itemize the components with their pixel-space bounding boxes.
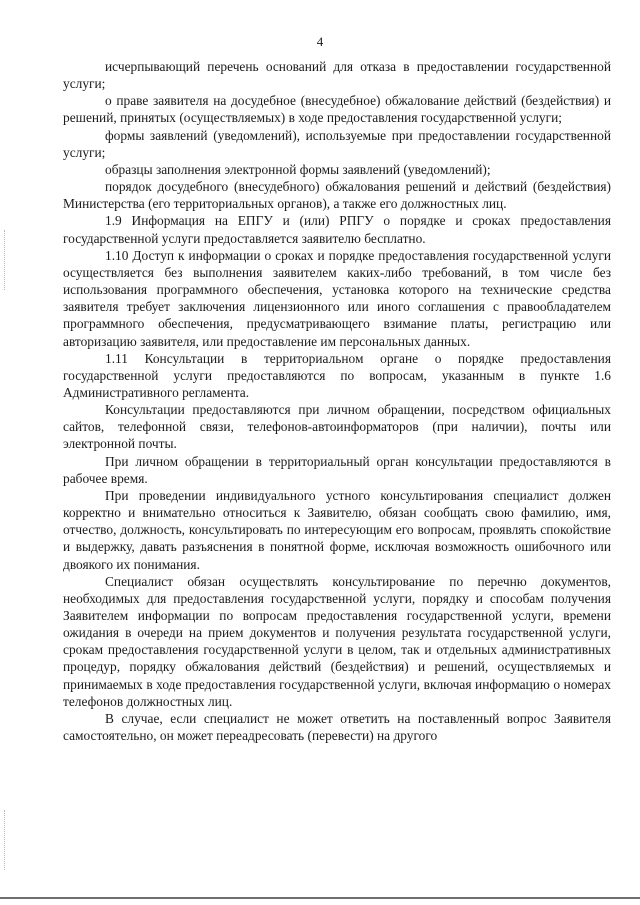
paragraph-redirect: В случае, если специалист не может ответить на поставленный вопрос Заявителя самостоятельно, он может переадресовать (перевести) на другого <box>63 710 611 744</box>
paragraph-1-10: 1.10 Доступ к информации о сроках и порядке предоставления государственной услуги осуществляется без выполнения заявителем каких-либо требований, в том числе без использования программного обеспечения, установка которого на технические средства заявителя требует заключения лицензионного или иного соглашения с правообладателем программного обеспечения, предусматривающего взимание платы, регистрацию или авторизацию заявителя, или предоставление им персональных данных. <box>63 247 611 349</box>
paragraph-appeal-procedure: порядок досудебного (внесудебного) обжалования решений и действий (бездействия) Министерства (его территориальных органов), а также его должностных лиц. <box>63 179 611 212</box>
paragraph-specialist-duties: Специалист обязан осуществлять консультирование по перечню документов, необходимых для предоставления государственной услуги, порядку и способам получения Заявителем информации по вопросам предоставления государственной услуги, времени ожидания в очереди на прием документов и получения результата государственной услуги, срокам предоставления государственной услуги в целом, так и отдельных административных процедур, порядку обжалования действий (бездействия) и решений, осуществляемых и принимаемых в ходе предоставления государственной услуги, включая информацию о номерах телефонов должностных лиц. <box>63 573 611 709</box>
paragraph-1-11: 1.11 Консультации в территориальном органе о порядке предоставления государственной услуги предоставляются по вопросам, указанным в пункте 1.6 Административного регламента. <box>63 350 611 400</box>
paragraph-application-forms: формы заявлений (уведомлений), используемые при предоставлении государственной услуги; <box>63 127 611 160</box>
paragraph-refusal-grounds: исчерпывающий перечень оснований для отказа в предоставлении государственной услуги; <box>63 59 611 92</box>
paragraph-oral-consulting: При проведении индивидуального устного консультирования специалист должен корректно и внимательно относиться к Заявителю, обязан сообщать свою фамилию, имя, отчество, должность, консультировать по интересующим его вопросам, проявлять спокойствие и выдержку, давать разъяснения в понятной форме, исключая возможность ошибочного или двоякого их понимания. <box>63 487 611 572</box>
paragraph-form-samples: образцы заполнения электронной формы заявлений (уведомлений); <box>105 161 491 177</box>
paragraph-personal-visit: При личном обращении в территориальный орган консультации предоставляются в рабочее время. <box>63 453 611 486</box>
scan-margin-dots-top <box>4 230 7 290</box>
page-number: 4 <box>316 34 324 49</box>
paragraph-1-9: 1.9 Информация на ЕПГУ и (или) РПГУ о порядке и сроках предоставления государственной услуги предоставляется заявителю бесплатно. <box>63 213 611 246</box>
scan-bottom-edge <box>0 897 640 899</box>
scan-margin-dots-bottom <box>4 810 7 870</box>
paragraph-consultation-channels: Консультации предоставляются при личном обращении, посредством официальных сайтов, телефонной связи, телефонов-автоинформаторов (при наличии), почты или электронной почты. <box>63 402 611 452</box>
paragraph-appeal-right: о праве заявителя на досудебное (внесудебное) обжалование действий (бездействия) и решений, принятых (осуществляемых) в ходе предоставления государственной услуги; <box>63 93 611 126</box>
document-body <box>63 58 611 744</box>
